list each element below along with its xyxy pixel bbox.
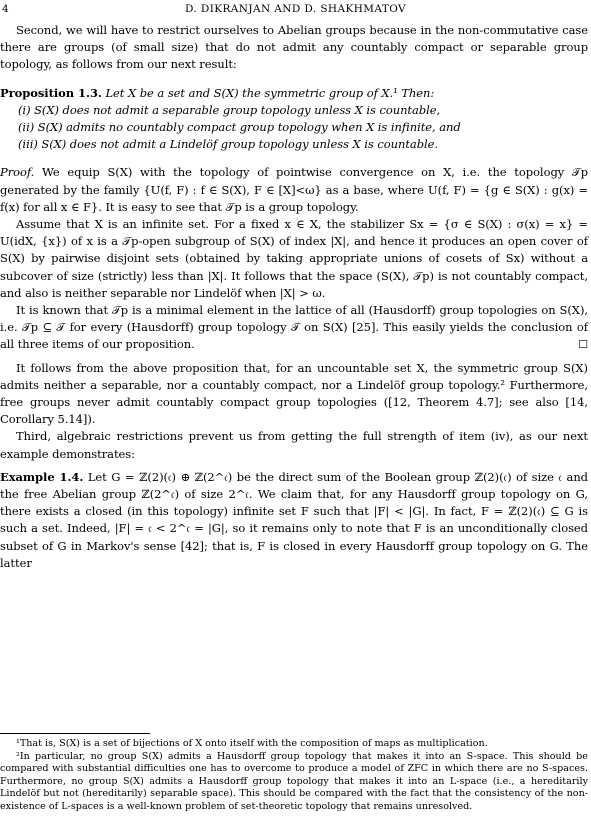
proof-label: Proof. xyxy=(0,165,35,180)
footnote-1: ¹That is, S(X) is a set of bijections of X onto itself with the composition of maps as multiplication. xyxy=(16,738,488,749)
third-restriction-paragraph: Third, algebraic restrictions prevent us from getting the full strength of item (iv), as our next example demonstrates: xyxy=(0,429,588,461)
example-label: Example 1.4. xyxy=(0,469,84,484)
footnotes xyxy=(0,733,588,814)
proposition-label: Proposition 1.3. xyxy=(0,85,102,100)
footnote-rule xyxy=(0,733,150,734)
proposition-item-i: (i) S(X) does not admit a separable group topology unless X is countable, xyxy=(18,102,441,117)
intro-paragraph: Second, we will have to restrict ourselves to Abelian groups because in the non-commutative case there are groups (of small size) that do not admit any countably compact or separable group topology, as follows from our next result: xyxy=(0,23,588,72)
proposition-1-3 xyxy=(0,85,588,154)
qed-symbol: ☐ xyxy=(578,338,588,352)
running-header xyxy=(0,2,591,16)
proposition-item-iii: (iii) S(X) does not admit a Lindelöf group topology unless X is countable. xyxy=(18,137,439,152)
proposition-item-ii: (ii) S(X) admits no countably compact group topology when X is infinite, and xyxy=(18,120,461,135)
follow-up-paragraph: It follows from the above proposition that, for an uncountable set X, the symmetric group S(X) admits neither a separable, nor a countably compact, nor a Lindelöf group topology.² Furthermore, free groups never admit countably compact group topologies ([12, Theorem 4.7]; see also [14, Corollary 5.14]). xyxy=(0,360,588,427)
running-title-authors: D. DIKRANJAN AND D. SHAKHMATOV xyxy=(184,3,407,15)
proof-paragraph-2: Assume that X is an infinite set. For a fixed x ∈ X, the stabilizer Sx = {σ ∈ S(X) : σ(x) = x} = U(idX, {x}) of x is a 𝒯p-open subgroup of S(X) of index |X|, and hence it produces an open cover of S(X) by pairwise disjoint sets (obtained by taking appropriate unions of cosets of Sx) without a subcover of size (strictly) less than |X|. It follows that the space (S(X), 𝒯p) is not countably compact, and also is neither separable nor Lindelöf when |X| > ω. xyxy=(0,217,588,300)
proof-paragraph-3: It is known that 𝒯p is a minimal element in the lattice of all (Hausdorff) group topologies on S(X), i.e. 𝒯p ⊆ 𝒯 for every (Hausdorff) group topology 𝒯 on S(X) [25]. This easily yields the conclusion of all three items of our proposition. xyxy=(0,303,588,352)
example-text: Let G = ℤ(2)(𝔠) ⊕ ℤ(2^𝔠) be the direct sum of the Boolean group ℤ(2)(𝔠) of size 𝔠 and the free Abelian group ℤ(2^𝔠) of size 2^𝔠. We claim that, for any Hausdorff group topology on G, there exists a closed (in this topology) infinite set F such that |F| < |G|. In fact, F = ℤ(2)(𝔠) ⊆ G is such a set. Indeed, |F| = 𝔠 < 2^𝔠 = |G|, so it remains only to note that F is an unconditionally closed subset of G in Markov's sense [42]; that is, F is closed in every Hausdorff group topology on G. The latter xyxy=(0,469,588,570)
main-text xyxy=(0,22,588,572)
example-1-4 xyxy=(0,469,588,572)
proposition-statement: Let X be a set and S(X) the symmetric group of X.¹ Then: xyxy=(105,85,435,100)
footnote-2: ²In particular, no group S(X) admits a Hausdorff group topology that makes it into an S-space. This should be compared with substantial difficulties one has to overcome to produce a model of ZFC in which there are no S-spaces. Furthermore, no group S(X) admits a Hausdorff group topology that makes it into an L-space (i.e., a hereditarily Lindelöf but not (hereditarily) separable space). This should be compared with the fact that the consistency of the non-existence of L-spaces is a well-known problem of set-theoretic topology that remains unresolved. xyxy=(0,750,588,812)
proof-paragraph-1: We equip S(X) with the topology of pointwise convergence on X, i.e. the topology 𝒯p generated by the family {U(f, F) : f ∈ S(X), F ∈ [X]<ω} as a base, where U(f, F) = {g ∈ S(X) : g(x) = f(x) for all x ∈ F}. It is easy to see that 𝒯p is a group topology. xyxy=(0,165,589,214)
proof-block xyxy=(0,164,588,353)
page-number: 4 xyxy=(2,3,9,15)
